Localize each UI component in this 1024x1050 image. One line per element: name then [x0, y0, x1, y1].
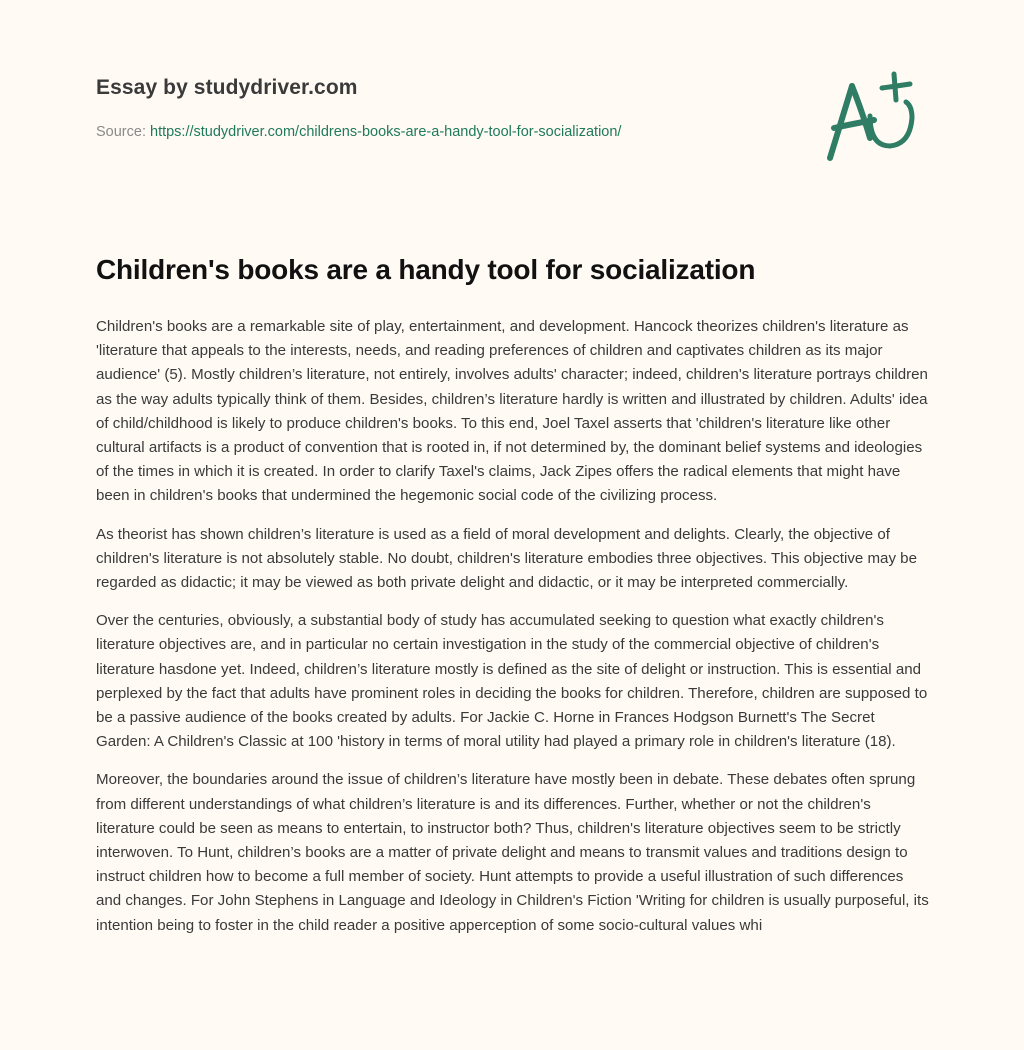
- brand-title: Essay by studydriver.com: [96, 76, 358, 99]
- paragraph: Children's books are a remarkable site of play, entertainment, and development. Hancock theorizes children's literature as 'literature that appeals to the interests, needs, and reading preferences of children and captivates children as its major audience' (5). Mostly children’s literature, not entirely, involves adults' character; indeed, children's literature portrays children as the way adults typically think of them. Besides, children’s literature hardly is written and illustrated by children. Adults' idea of child/childhood is likely to produce children's books. To this end, Joel Taxel asserts that 'children's literature like other cultural artifacts is a product of convention that is rooted in, if not determined by, the dominant belief systems and ideologies of the times in which it is created. In order to clarify Taxel's claims, Jack Zipes offers the radical elements that might have been in children's books that undermined the hegemonic social code of the civilizing process.: [96, 318, 928, 505]
- paragraph: Over the centuries, obviously, a substantial body of study has accumulated seeking to question what exactly children's literature objectives are, and in particular no certain investigation in the study of the commercial objective of children's literature hasdone yet. Indeed, children’s literature mostly is defined as the site of delight or instruction. This is essential and perplexed by the fact that adults have prominent roles in deciding the books for children. Therefore, children are supposed to be a passive audience of the books created by adults. For Jackie C. Horne in Frances Hodgson Burnett's The Secret Garden: A Children's Classic at 100 'history in terms of moral utility had played a primary role in children's literature (18).: [96, 612, 928, 751]
- paragraph: As theorist has shown children’s literature is used as a field of moral development and delights. Clearly, the objective of children's literature is not absolutely stable. No doubt, children's literature embodies three objectives. This objective may be regarded as didactic; it may be viewed as both private delight and didactic, or it may be interpreted commercially.: [96, 525, 917, 592]
- source-label: Source:: [96, 124, 150, 140]
- paragraph: Moreover, the boundaries around the issue of children’s literature have mostly been in debate. These debates often sprung from different understandings of what children’s literature is and its differences. Further, whether or not the children's literature could be seen as means to entertain, to instructor both? Thus, children's literature objectives seem to be strictly interwoven. To Hunt, children’s books are a matter of private delight and means to transmit values and traditions design to instruct children how to become a full member of society. Hunt attempts to provide a useful illustration of such differences and changes. For John Stephens in Language and Ideology in Children's Fiction 'Writing for children is usually purposeful, its intention being to foster in the child reader a positive apperception of some socio-cultural values whi: [96, 771, 929, 934]
- source-line: [96, 124, 621, 140]
- site-header: [96, 76, 796, 100]
- a-plus-grade-icon: [822, 66, 932, 166]
- document-title: Children's books are a handy tool for socialization: [96, 254, 756, 285]
- source-link[interactable]: https://studydriver.com/childrens-books-are-a-handy-tool-for-socialization/: [150, 124, 622, 140]
- document-body: [96, 315, 932, 952]
